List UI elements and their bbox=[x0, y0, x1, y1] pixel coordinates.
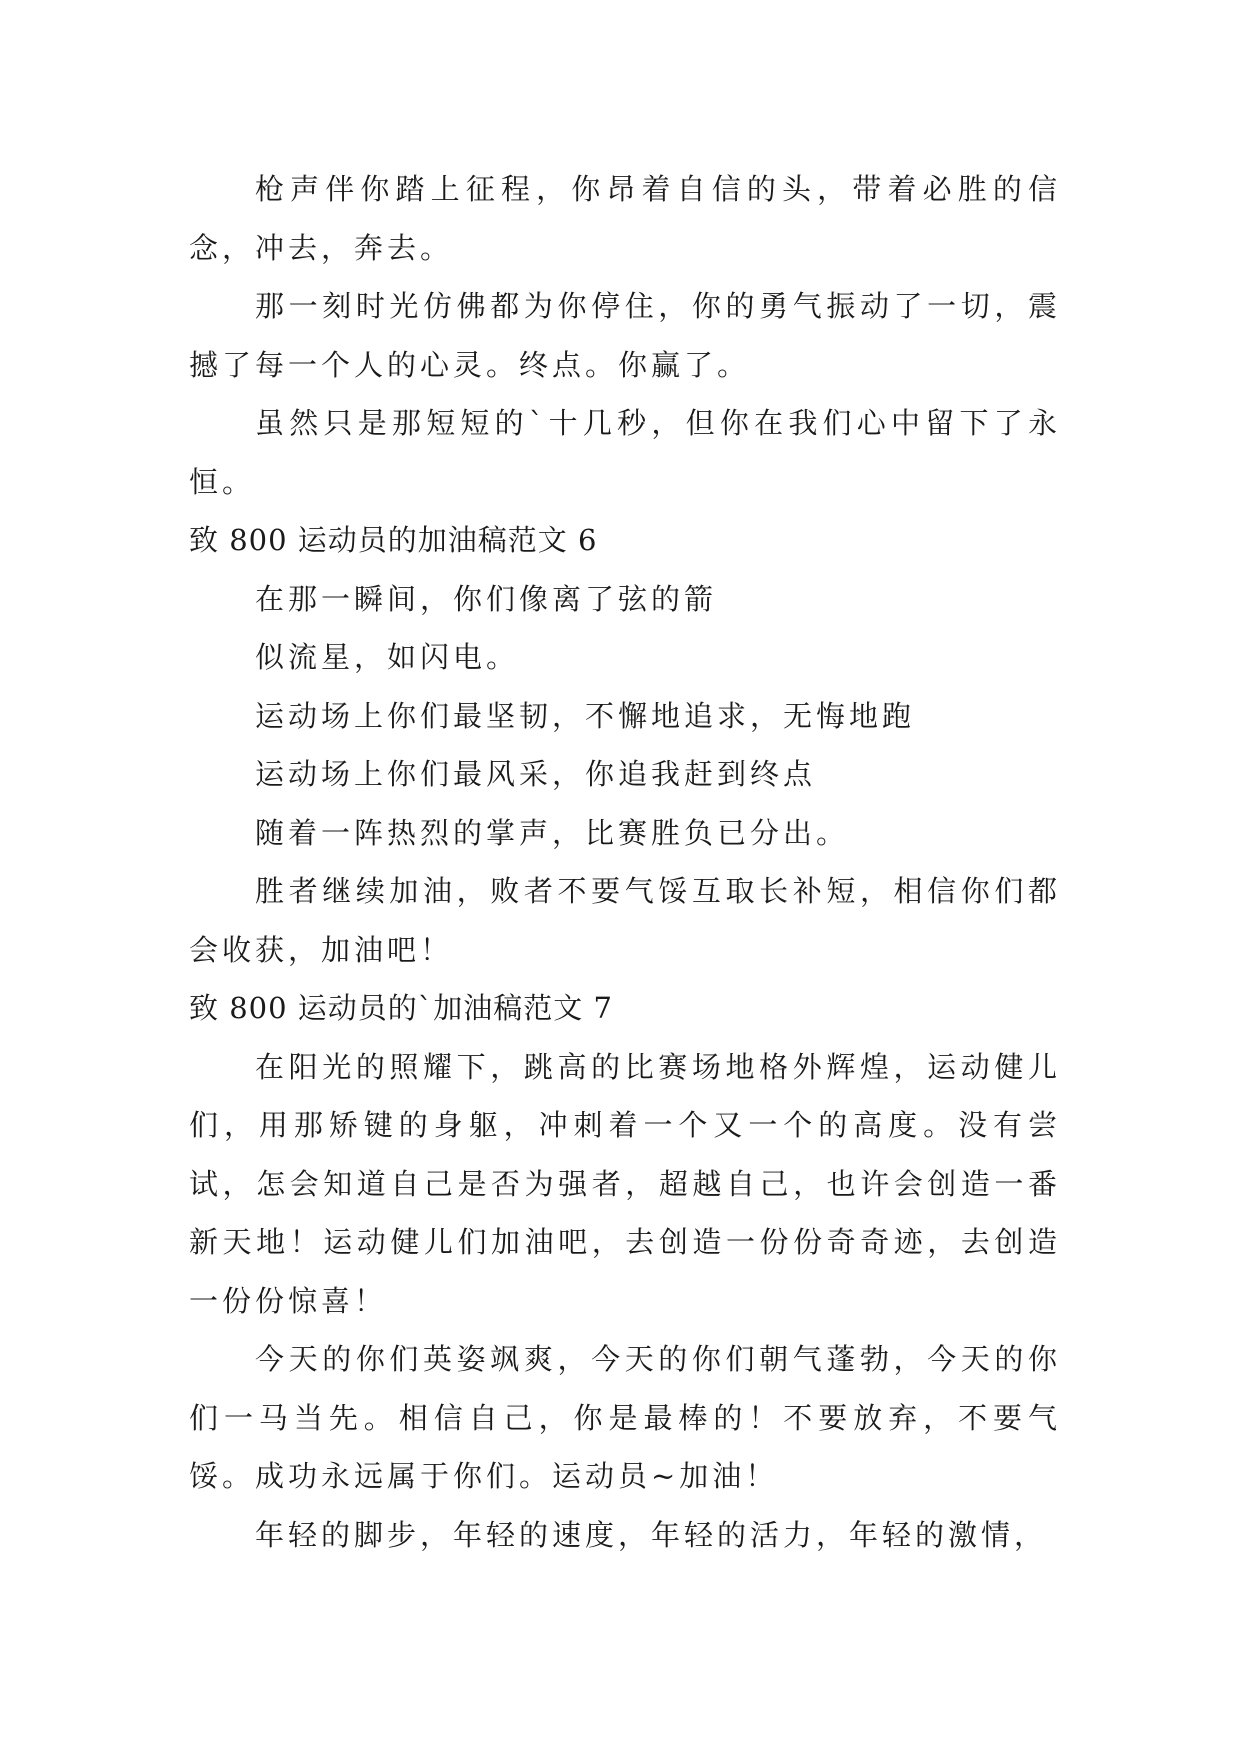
paragraph: 运动场上你们最坚韧，不懈地追求，无悔地跑 bbox=[255, 698, 916, 733]
paragraph: 那一刻时光仿佛都为你停住，你的勇气振动了一切，震撼了每一个人的心灵。终点。你赢了。 bbox=[189, 289, 1061, 382]
section-heading: 致 800 运动员的加油稿范文 6 bbox=[189, 523, 598, 557]
paragraph: 似流星，如闪电。 bbox=[255, 640, 520, 674]
paragraph: 随着一阵热烈的掌声，比赛胜负已分出。 bbox=[255, 815, 850, 850]
paragraph: 虽然只是那短短的`十几秒，但你在我们心中留下了永恒。 bbox=[189, 406, 1061, 499]
section-heading: 致 800 运动员的`加油稿范文 7 bbox=[189, 991, 613, 1025]
paragraph: 在阳光的照耀下，跳高的比赛场地格外辉煌，运动健儿们，用那矫键的身躯，冲刺着一个又一个的高度。没有尝试，怎会知道自己是否为强者，超越自己，也许会创造一番新天地！运动健儿们加油吧，去创造一份份奇奇迹，去创造一份份惊喜！ bbox=[189, 1049, 1061, 1318]
paragraph: 在那一瞬间，你们像离了弦的箭 bbox=[255, 581, 718, 616]
document-body bbox=[189, 160, 1061, 1564]
paragraph: 年轻的脚步，年轻的速度，年轻的活力，年轻的激情， bbox=[255, 1517, 1048, 1552]
paragraph: 运动场上你们最风采，你追我赶到终点 bbox=[255, 757, 817, 791]
paragraph: 枪声伴你踏上征程，你昂着自信的头，带着必胜的信念，冲去，奔去。 bbox=[189, 172, 1061, 265]
paragraph: 今天的你们英姿飒爽，今天的你们朝气蓬勃，今天的你们一马当先。相信自己，你是最棒的！不要放弃，不要气馁。成功永远属于你们。运动员~加油！ bbox=[189, 1342, 1061, 1493]
paragraph: 胜者继续加油，败者不要气馁互取长补短，相信你们都会收获，加油吧！ bbox=[189, 874, 1061, 967]
